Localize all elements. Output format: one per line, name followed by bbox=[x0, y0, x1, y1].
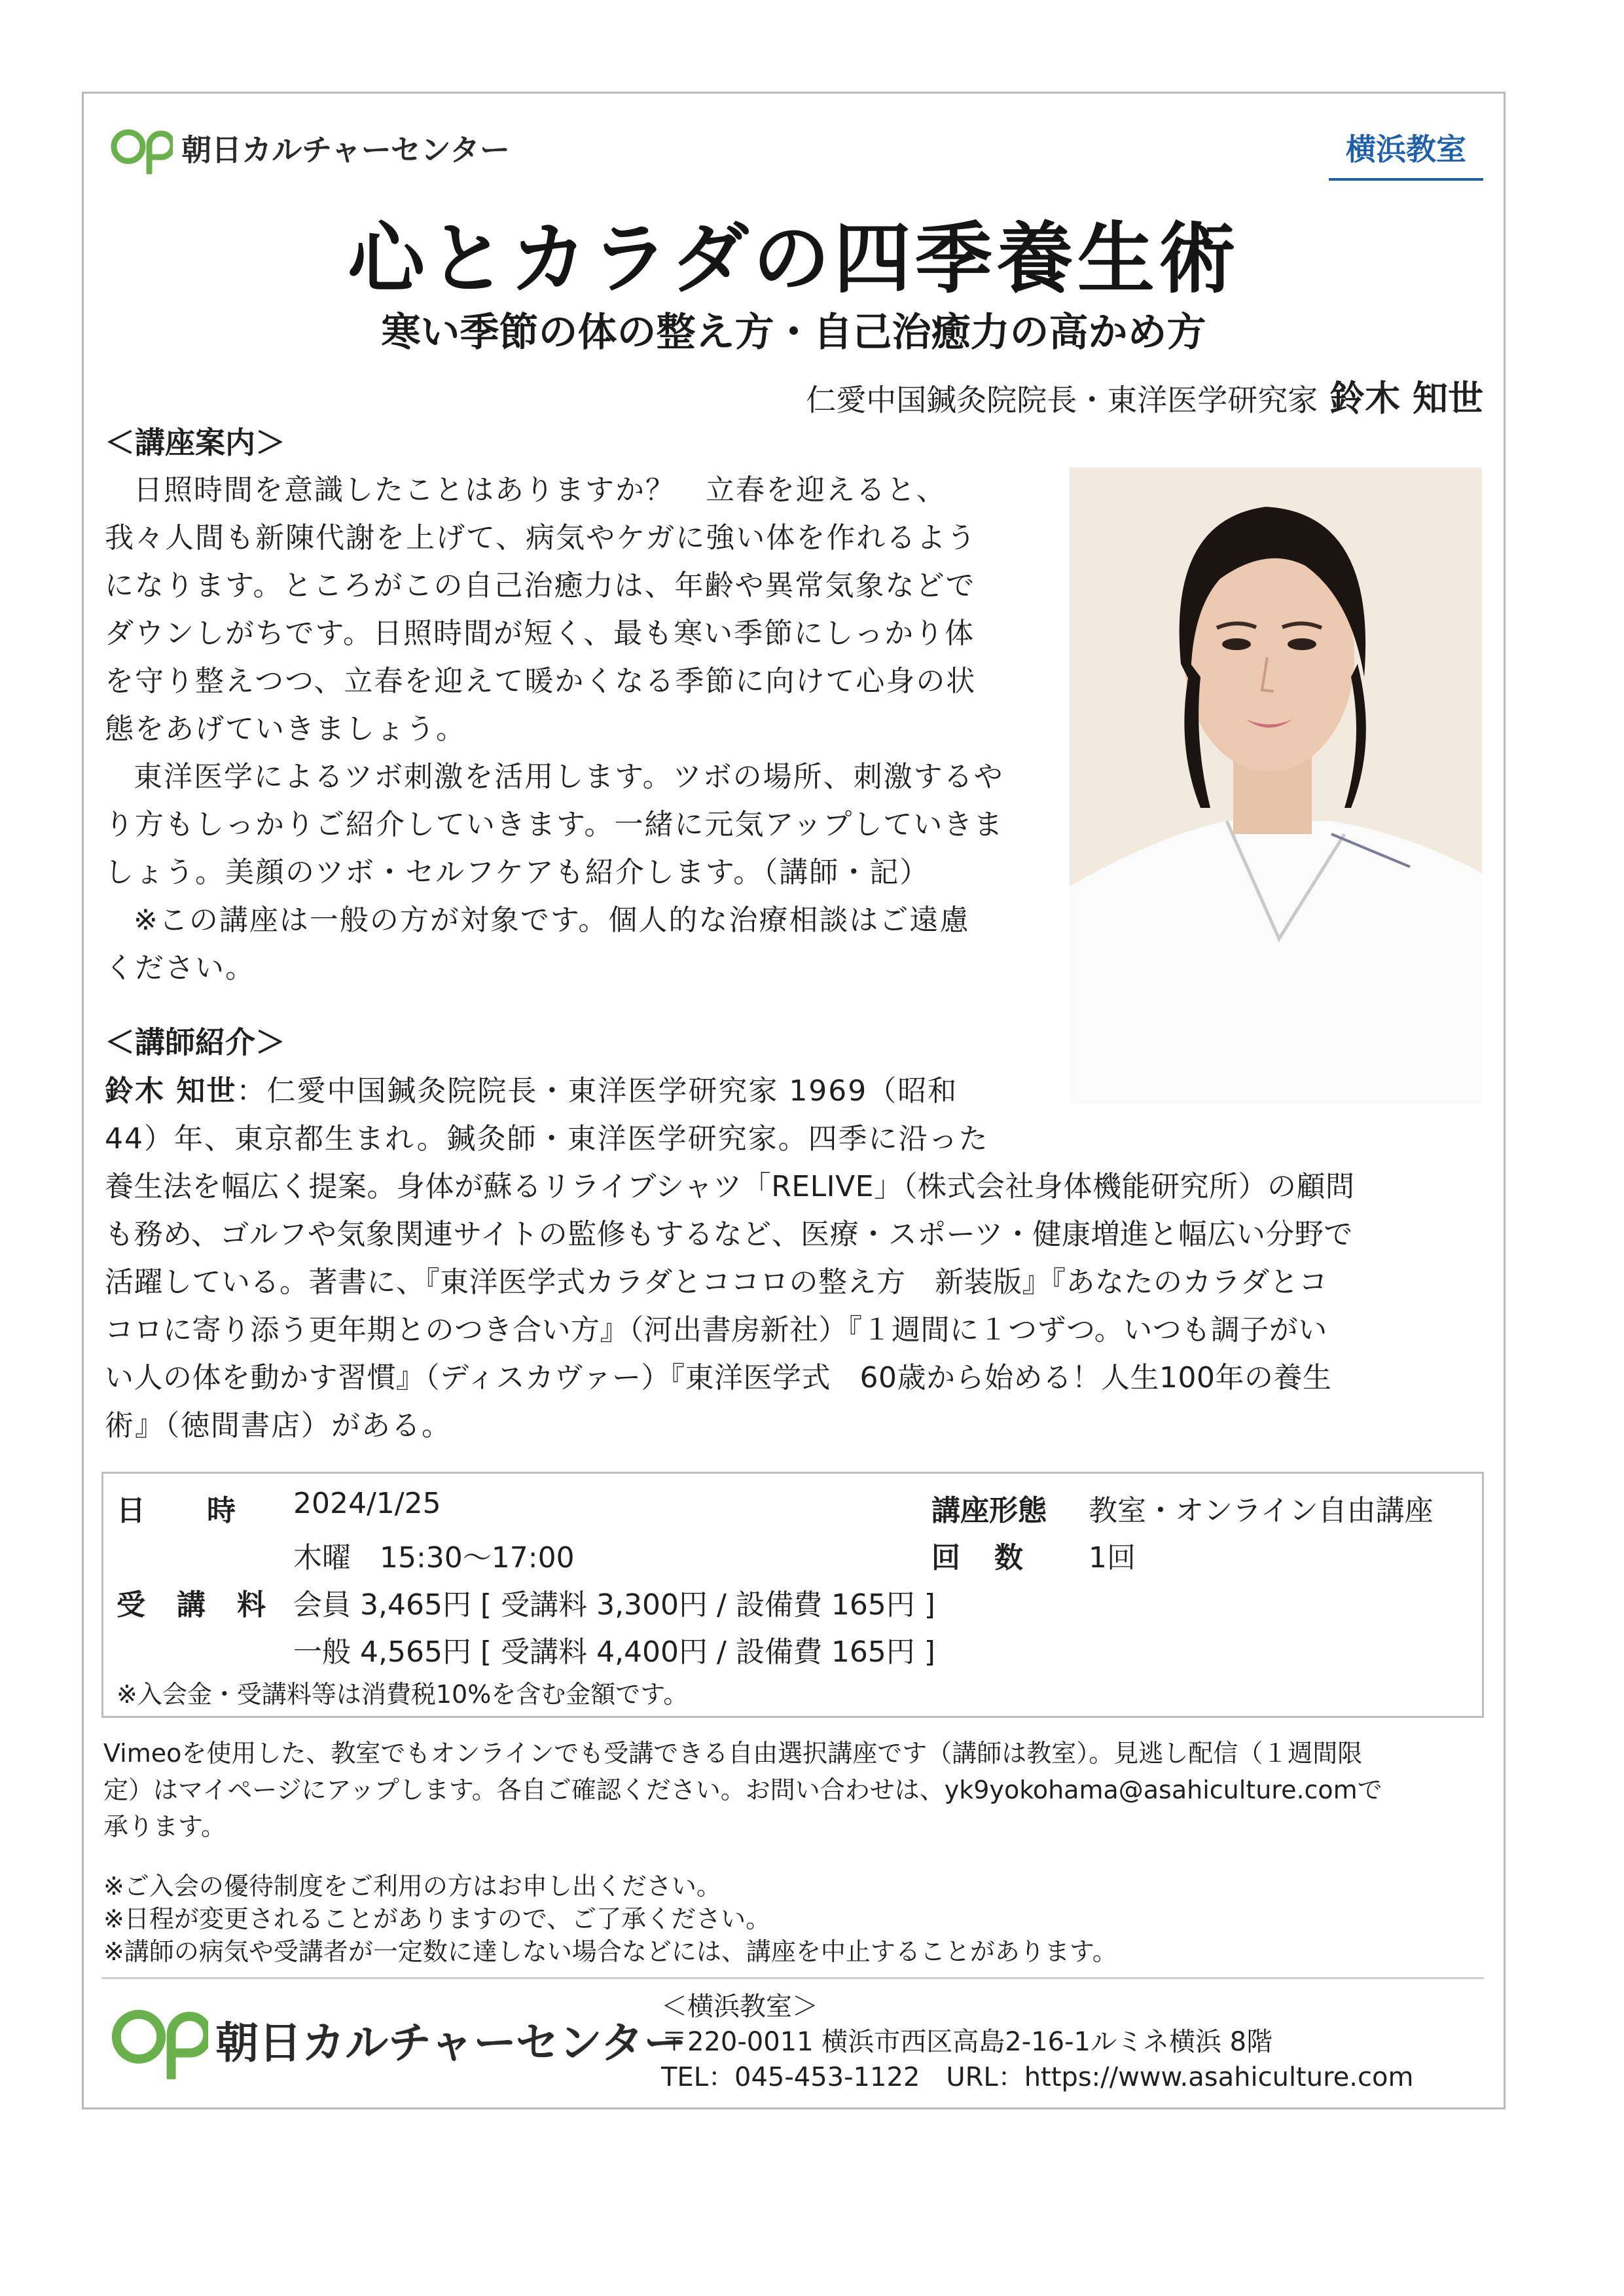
online-notice-line: 承ります。 bbox=[103, 1812, 226, 1841]
intro-line: ください。 bbox=[105, 951, 255, 985]
intro-line: を守り整えつつ、立春を迎えて暖かくなる季節に向けて心身の状 bbox=[105, 665, 977, 698]
intro-line: 日照時間を意識したことはありますか？ 立春を迎えると、 bbox=[134, 473, 947, 507]
time-value: 木曜 15:30〜17:00 bbox=[293, 1541, 575, 1575]
intro-line: り方もしっかりご紹介していきます。一緒に元気アップしていきま bbox=[105, 808, 1004, 841]
intro-line: になります。ところがこの自己治癒力は、年齢や異常気象などで bbox=[105, 569, 976, 602]
instructor-name: 鈴木 知世 bbox=[105, 1074, 237, 1108]
note-item: ※ご入会の優待制度をご利用の方はお申し出ください。 bbox=[103, 1872, 721, 1901]
byline-name: 鈴木 知世 bbox=[1329, 378, 1483, 419]
footer-logo bbox=[110, 1998, 687, 2079]
fee-label: 受 講 料 bbox=[117, 1588, 267, 1622]
intro-line: 東洋医学によるツボ刺激を活用します。ツボの場所、刺激するや bbox=[134, 760, 1004, 793]
tax-note: ※入会金・受講料等は消費税10%を含む金額です。 bbox=[117, 1680, 689, 1709]
instructor-body bbox=[105, 1067, 1354, 1449]
intro-line: ※この講座は一般の方が対象です。個人的な治療相談はご遠慮 bbox=[134, 903, 970, 937]
online-notice bbox=[103, 1735, 1382, 1845]
page-title: 心とカラダの四季養生術 bbox=[348, 213, 1240, 304]
date-label: 日 時 bbox=[117, 1494, 237, 1527]
sessions-label: 回 数 bbox=[931, 1541, 1026, 1575]
course-intro-heading: ＜講座案内＞ bbox=[105, 425, 285, 460]
instructor-byline bbox=[806, 371, 1483, 421]
instructor-heading: ＜講師紹介＞ bbox=[105, 1025, 285, 1060]
online-notice-line: 定）はマイページにアップします。各自ご確認ください。お問い合わせは、yk9yokohama@asahiculture.comで bbox=[103, 1776, 1382, 1804]
intro-line: 我々人間も新陳代謝を上げて、病気やケガに強い体を作れるよう bbox=[105, 521, 977, 555]
footer-address: 〒220-0011 横浜市西区高島2-16-1ルミネ横浜 8階 bbox=[661, 2027, 1273, 2057]
date-value: 2024/1/25 bbox=[293, 1487, 441, 1520]
footer-brand-name: 朝日カルチャーセンター bbox=[215, 2017, 687, 2068]
instructor-line: 術』（徳間書店）がある。 bbox=[105, 1409, 452, 1442]
byline-affiliation: 仁愛中国鍼灸院院長・東洋医学研究家 bbox=[806, 382, 1318, 418]
classroom-badge: 横浜教室 bbox=[1329, 123, 1483, 181]
intro-line: 態をあげていきましょう。 bbox=[105, 712, 466, 746]
format-label: 講座形態 bbox=[931, 1494, 1047, 1527]
format-value: 教室・オンライン自由講座 bbox=[1089, 1494, 1434, 1527]
note-item: ※日程が変更されることがありますので、ご了承ください。 bbox=[103, 1904, 771, 1933]
instructor-portrait bbox=[1070, 467, 1482, 1104]
footer-contact: TEL：045-453-1122 URL：https://www.asahiculture.com bbox=[661, 2062, 1414, 2092]
fee-general: 一般 4,565円 [ 受講料 4,400円 / 設備費 165円 ] bbox=[293, 1635, 935, 1669]
brand-logo-icon bbox=[110, 1998, 208, 2079]
header-logo bbox=[110, 122, 510, 174]
fee-member: 会員 3,465円 [ 受講料 3,300円 / 設備費 165円 ] bbox=[293, 1588, 935, 1622]
course-details-box bbox=[101, 1472, 1484, 1718]
instructor-line: コロに寄り添う更年期とのつき合い方』（河出書房新社）『１週間に１つずつ。いつも調子がい bbox=[105, 1313, 1327, 1347]
course-intro-body bbox=[105, 466, 1060, 992]
instructor-line: い人の体を動かす習慣』（ディスカヴァー）『東洋医学式 60歳から始める！人生100年の養生 bbox=[105, 1361, 1332, 1394]
footer-divider bbox=[101, 1977, 1484, 1979]
note-item: ※講師の病気や受講者が一定数に達しない場合などには、講座を中止することがあります。 bbox=[103, 1937, 1117, 1966]
brand-logo-icon bbox=[110, 122, 173, 174]
portrait-illustration bbox=[1070, 467, 1482, 1104]
instructor-line: も務め、ゴルフや気象関連サイトの監修もするなど、医療・スポーツ・健康増進と幅広い分野で bbox=[105, 1218, 1353, 1251]
page-subtitle: 寒い季節の体の整え方・自己治癒力の高かめ方 bbox=[381, 310, 1206, 355]
online-notice-line: Vimeoを使用した、教室でもオンラインでも受講できる自由選択講座です（講師は教室）。見逃し配信（１週間限 bbox=[103, 1739, 1363, 1768]
instructor-line: 養生法を幅広く提案。身体が蘇るリライブシャツ「RELIVE」（株式会社身体機能研究所）の顧問 bbox=[105, 1170, 1355, 1203]
instructor-line: ：仁愛中国鍼灸院院長・東洋医学研究家 1969（昭和 bbox=[236, 1074, 958, 1108]
instructor-line: 44）年、東京都生まれ。鍼灸師・東洋医学研究家。四季に沿った bbox=[105, 1122, 989, 1156]
brand-name: 朝日カルチャーセンター bbox=[181, 132, 510, 168]
sessions-value: 1回 bbox=[1089, 1541, 1136, 1575]
intro-line: しょう。美顔のツボ・セルフケアも紹介します。（講師・記） bbox=[105, 856, 930, 889]
footer-classroom: ＜横浜教室＞ bbox=[661, 1992, 818, 2022]
instructor-line: 活躍している。著書に、『東洋医学式カラダとココロの整え方 新装版』『あなたのカラダとコ bbox=[105, 1266, 1328, 1299]
intro-line: ダウンしがちです。日照時間が短く、最も寒い季節にしっかり体 bbox=[105, 617, 975, 650]
notes-list bbox=[103, 1870, 1117, 1968]
footer-address-block bbox=[661, 1989, 1413, 2095]
